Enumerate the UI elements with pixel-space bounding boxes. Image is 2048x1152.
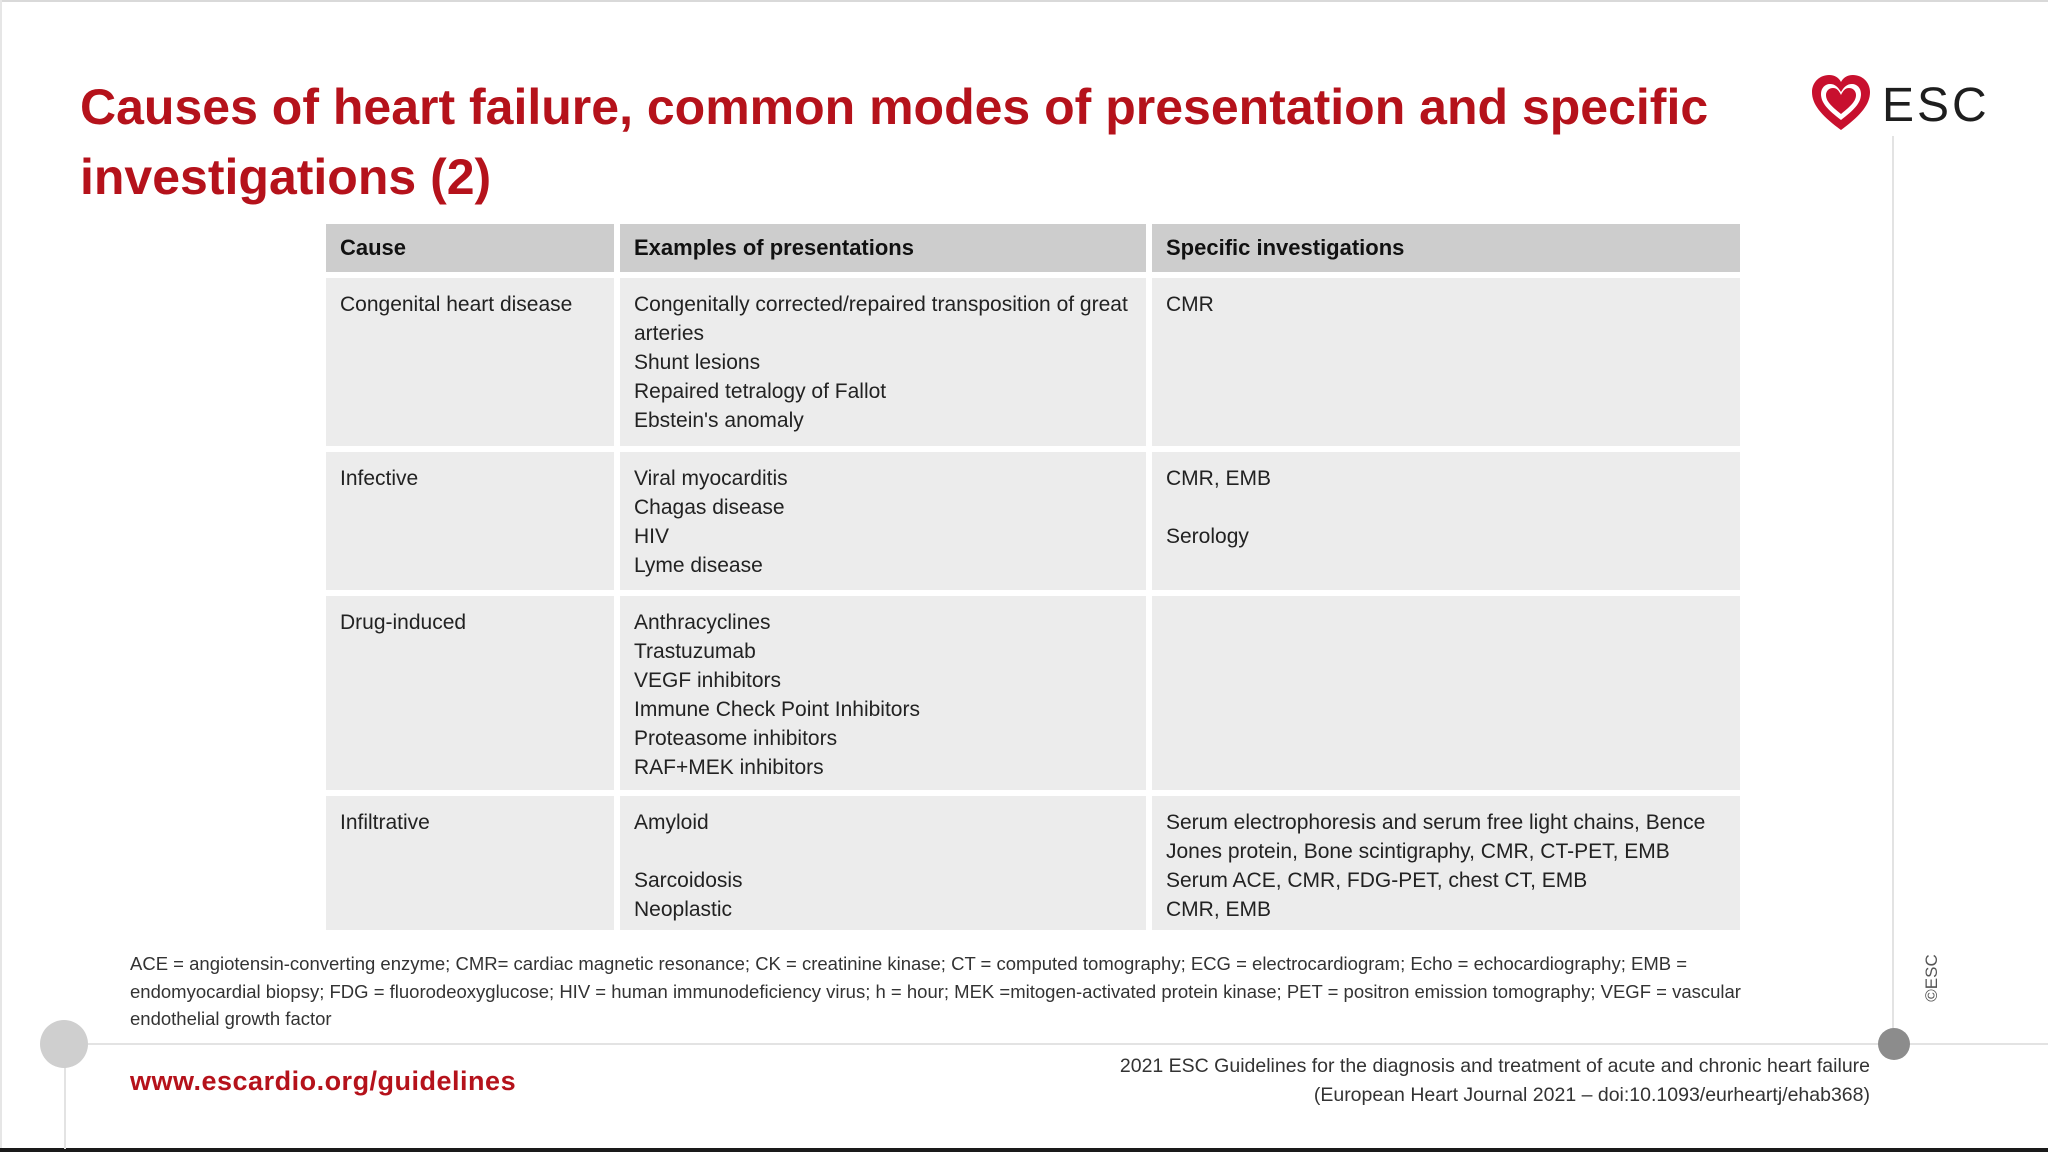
slide-top-border xyxy=(0,0,2048,2)
cell-presentations xyxy=(620,452,1146,590)
header-investigations: Specific investigations xyxy=(1152,224,1740,272)
table-row xyxy=(326,278,1740,446)
cell-cause xyxy=(326,796,614,930)
table-row xyxy=(326,452,1740,590)
table-header-row xyxy=(326,224,1740,272)
investigation-item: CMR, EMB xyxy=(1166,898,1271,921)
presentation-item: Immune Check Point Inhibitors xyxy=(634,698,920,721)
investigation-item: Serum electrophoresis and serum free light chains, Bence Jones protein, Bone scintigraphy, CMR, CT-PET, EMB xyxy=(1166,811,1706,863)
decorative-dot-right xyxy=(1878,1028,1910,1060)
investigation-item: Serology xyxy=(1166,525,1249,548)
presentation-item: Sarcoidosis xyxy=(634,869,743,892)
presentation-item: Lyme disease xyxy=(634,554,763,577)
citation-line: (European Heart Journal 2021 – doi:10.1093/eurheartj/ehab368) xyxy=(1313,1084,1870,1106)
decorative-dot-left xyxy=(40,1020,88,1068)
presentation-item: Anthracyclines xyxy=(634,611,771,634)
presentation-item: RAF+MEK inhibitors xyxy=(634,756,824,779)
cell-cause xyxy=(326,596,614,790)
cause-text: Infective xyxy=(340,467,419,490)
logo-text: ESC xyxy=(1882,79,1990,132)
cell-investigations xyxy=(1152,796,1740,930)
slide-bottom-border xyxy=(0,1148,2048,1152)
investigation-spacer xyxy=(1166,493,1726,522)
esc-logo xyxy=(1808,72,1988,138)
cell-presentations xyxy=(620,796,1146,930)
causes-table xyxy=(320,218,1746,936)
citation-line: 2021 ESC Guidelines for the diagnosis and treatment of acute and chronic heart failure xyxy=(1119,1055,1870,1077)
presentation-spacer xyxy=(634,837,1132,866)
presentation-item: Ebstein's anomaly xyxy=(634,409,804,432)
cell-presentations xyxy=(620,278,1146,446)
presentation-item: Amyloid xyxy=(634,811,709,834)
presentation-item: Chagas disease xyxy=(634,496,785,519)
cell-cause xyxy=(326,452,614,590)
presentation-item: Repaired tetralogy of Fallot xyxy=(634,380,887,403)
presentation-item: VEGF inhibitors xyxy=(634,669,782,692)
cause-text: Infiltrative xyxy=(340,811,430,834)
slide-title: Causes of heart failure, common modes of presentation and specific investigations (2) xyxy=(80,79,1709,205)
cell-presentations xyxy=(620,596,1146,790)
table-row xyxy=(326,796,1740,930)
presentation-item: Shunt lesions xyxy=(634,351,761,374)
cause-text: Drug-induced xyxy=(340,611,467,634)
guidelines-link[interactable]: www.escardio.org/guidelines xyxy=(130,1066,517,1096)
investigation-item: CMR, EMB xyxy=(1166,467,1271,490)
cell-cause xyxy=(326,278,614,446)
header-cause: Cause xyxy=(326,224,614,272)
heart-logo-icon xyxy=(1808,72,1874,134)
cell-investigations xyxy=(1152,452,1740,590)
presentation-item: Viral myocarditis xyxy=(634,467,788,490)
presentation-item: Trastuzumab xyxy=(634,640,756,663)
presentation-item: Congenitally corrected/repaired transposition of great arteries xyxy=(634,293,1128,345)
investigation-item: CMR xyxy=(1166,293,1214,316)
decorative-vertical-line xyxy=(1892,136,1894,1044)
investigation-item: Serum ACE, CMR, FDG-PET, chest CT, EMB xyxy=(1166,869,1588,892)
slide-left-border xyxy=(0,0,2,1152)
cell-investigations xyxy=(1152,278,1740,446)
cause-text: Congenital heart disease xyxy=(340,293,573,316)
decorative-horizontal-line xyxy=(64,1043,2048,1045)
presentation-item: Proteasome inhibitors xyxy=(634,727,838,750)
header-presentations: Examples of presentations xyxy=(620,224,1146,272)
presentation-item: HIV xyxy=(634,525,670,548)
cell-investigations xyxy=(1152,596,1740,790)
copyright-mark: ©ESC xyxy=(1922,954,1941,1002)
citation xyxy=(1120,1052,1870,1110)
presentation-item: Neoplastic xyxy=(634,898,733,921)
abbreviations-footnote: ACE = angiotensin-converting enzyme; CMR= cardiac magnetic resonance; CK = creatinine kinase; CT = computed tomography; ECG = electrocardiogram; Echo = echocardiography; EMB = endomyocardial biopsy; FDG = fluorodeoxyglucose; HIV = human immunodeficiency virus; h = hour; MEK =mitogen-activated protein kinase; PET = positron emission tomography; VEGF = vascular endothelial growth factor xyxy=(130,953,1741,1029)
table-row xyxy=(326,596,1740,790)
